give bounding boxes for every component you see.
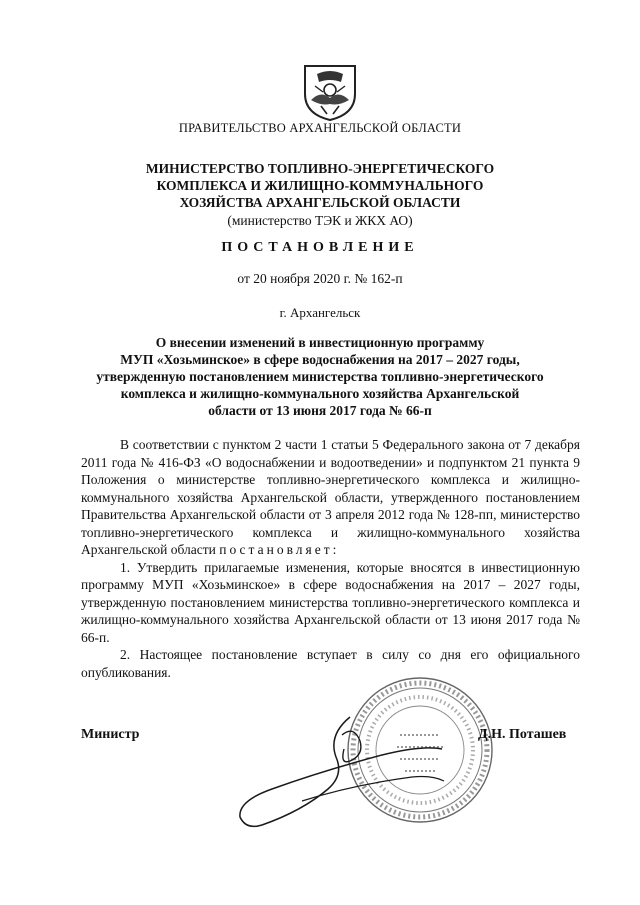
document-body [81, 436, 580, 681]
document-date-number: от 20 ноября 2020 г. № 162-п [237, 271, 403, 286]
title-line: утвержденную постановлением министерства топливно-энергетического [96, 369, 544, 384]
ministry-abbreviation: (министерство ТЭК и ЖКХ АО) [227, 213, 413, 228]
signer-position: Министр [81, 727, 140, 742]
ministry-line: ХОЗЯЙСТВА АРХАНГЕЛЬСКОЙ ОБЛАСТИ [179, 195, 461, 210]
document-type: ПОСТАНОВЛЕНИЕ [221, 240, 419, 255]
government-name: ПРАВИТЕЛЬСТВО АРХАНГЕЛЬСКОЙ ОБЛАСТИ [178, 121, 462, 135]
preamble-paragraph [81, 436, 580, 559]
item-1-paragraph: 1. Утвердить прилагаемые изменения, которые вносятся в инвестиционную программу МУП «Хозьминское» в сфере водоснабжения на 2017 – 2027 годы, утвержденную постановлением министерства топливно-энергетического комплекса и жилищно-коммунального хозяйства Архангельской области от 13 июня 2017 года № 66-п. [81, 559, 580, 645]
document-title [80, 334, 560, 419]
resolves-word: постановляет: [219, 542, 340, 557]
ministry-line: КОМПЛЕКСА И ЖИЛИЩНО-КОММУНАЛЬНОГО [156, 178, 484, 193]
ministry-name [60, 160, 580, 211]
title-line: области от 13 июня 2017 года № 66-п [208, 403, 432, 418]
item-2-paragraph: 2. Настоящее постановление вступает в силу со дня его официального опубликования. [81, 647, 580, 680]
preamble-text: В соответствии с пунктом 2 части 1 статьи 5 Федерального закона от 7 декабря 2011 года № 416-ФЗ «О водоснабжении и водоотведении» и подпунктом 21 пункта 9 Положения о министерстве топливно-энергетического комплекса и жилищно-коммунального хозяйства Архангельской области, утвержденного постановлением Правительства Архангельской области от 3 апреля 2012 года № 128-пп, министерство топливно-энергетического комплекса и жилищно-коммунального хозяйства Архангельской области [81, 437, 580, 557]
signer-name: Д.Н. Поташев [478, 727, 567, 742]
title-line: комплекса и жилищно-коммунального хозяйства Архангельской [120, 386, 520, 401]
ministry-line: МИНИСТЕРСТВО ТОПЛИВНО-ЭНЕРГЕТИЧЕСКОГО [145, 161, 495, 176]
handwritten-signature [232, 705, 452, 835]
title-line: МУП «Хозьминское» в сфере водоснабжения на 2017 – 2027 годы, [120, 352, 520, 367]
coat-of-arms-emblem [297, 60, 363, 122]
document-city: г. Архангельск [279, 305, 361, 320]
title-line: О внесении изменений в инвестиционную программу [155, 335, 485, 350]
